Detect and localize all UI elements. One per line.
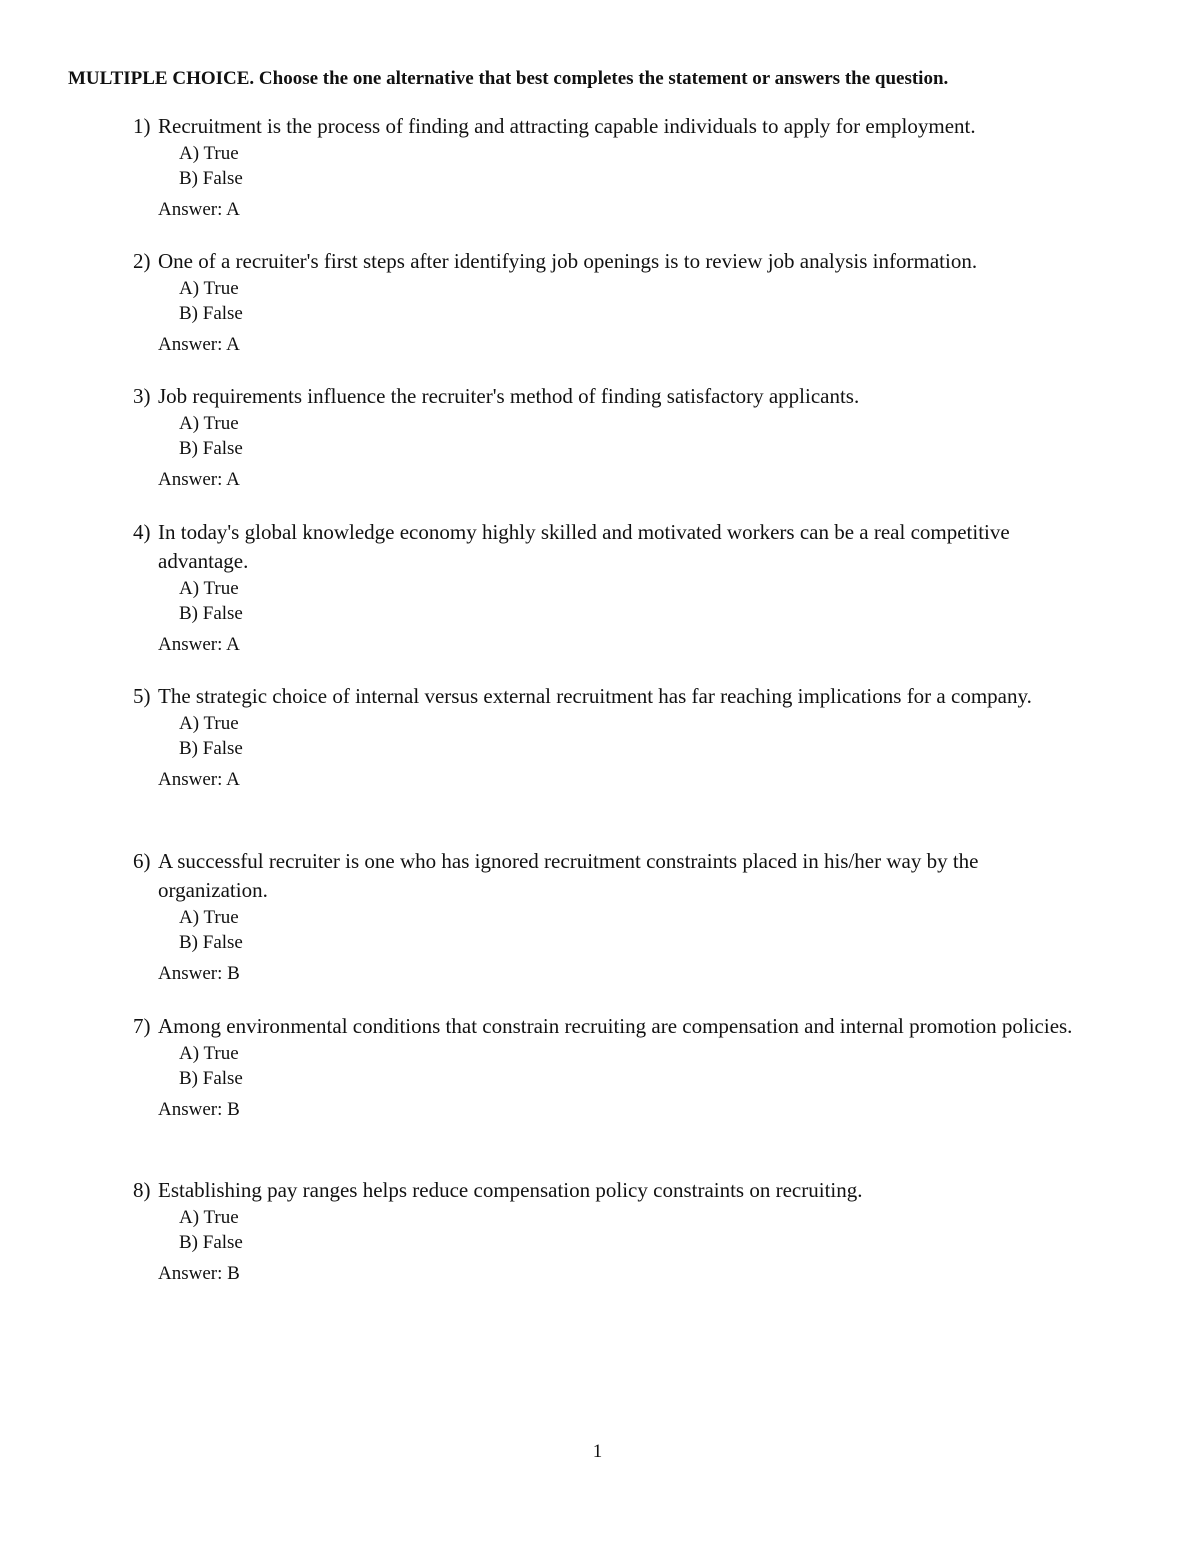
option-a: A) True (179, 143, 239, 164)
option-a: A) True (179, 907, 239, 928)
question-number: 6) (133, 849, 151, 873)
option-b: B) False (179, 1232, 243, 1253)
question-7 (133, 1012, 1133, 1122)
answer-line: Answer: A (158, 334, 240, 355)
answer-line: Answer: B (158, 1263, 240, 1284)
option-a: A) True (179, 578, 239, 599)
question-text: Establishing pay ranges helps reduce compensation policy constraints on recruiting. (158, 1178, 863, 1202)
question-text: Recruitment is the process of finding and attracting capable individuals to apply for employment. (158, 114, 976, 138)
answer-line: Answer: A (158, 199, 240, 220)
question-1 (133, 112, 1133, 222)
option-a: A) True (179, 413, 239, 434)
answer-line: Answer: B (158, 1099, 240, 1120)
question-3 (133, 382, 1133, 492)
question-stem (133, 382, 1133, 411)
answer-line: Answer: B (158, 963, 240, 984)
answer-line: Answer: A (158, 769, 240, 790)
question-text: Job requirements influence the recruiter's method of finding satisfactory applicants. (158, 384, 860, 408)
question-5 (133, 682, 1133, 792)
option-b: B) False (179, 1068, 243, 1089)
question-text: In today's global knowledge economy highly skilled and motivated workers can be a real competitive advantage. (158, 520, 1010, 573)
question-4 (133, 518, 1133, 657)
option-b: B) False (179, 603, 243, 624)
question-8 (133, 1176, 1133, 1286)
question-stem (133, 682, 1133, 711)
question-number: 7) (133, 1014, 151, 1038)
question-text: A successful recruiter is one who has ignored recruitment constraints placed in his/her way by the organization. (158, 849, 979, 902)
option-a: A) True (179, 1207, 239, 1228)
question-number: 4) (133, 520, 151, 544)
answer-line: Answer: A (158, 469, 240, 490)
question-stem (133, 1176, 1133, 1205)
question-number: 8) (133, 1178, 151, 1202)
option-a: A) True (179, 278, 239, 299)
option-b: B) False (179, 168, 243, 189)
option-b: B) False (179, 438, 243, 459)
option-a: A) True (179, 713, 239, 734)
question-number: 3) (133, 384, 151, 408)
question-number: 5) (133, 684, 151, 708)
question-number: 2) (133, 249, 151, 273)
question-stem (133, 518, 1133, 576)
question-text: Among environmental conditions that constrain recruiting are compensation and internal promotion policies. (158, 1014, 1073, 1038)
question-text: The strategic choice of internal versus external recruitment has far reaching implications for a company. (158, 684, 1032, 708)
question-stem (133, 112, 1133, 141)
answer-line: Answer: A (158, 634, 240, 655)
question-stem (133, 847, 1133, 905)
question-text: One of a recruiter's first steps after identifying job openings is to review job analysis information. (158, 249, 978, 273)
question-number: 1) (133, 114, 151, 138)
question-stem (133, 247, 1133, 276)
option-a: A) True (179, 1043, 239, 1064)
question-stem (133, 1012, 1133, 1041)
option-b: B) False (179, 738, 243, 759)
option-b: B) False (179, 932, 243, 953)
question-2 (133, 247, 1133, 357)
question-6 (133, 847, 1133, 986)
section-heading: MULTIPLE CHOICE. Choose the one alternative that best completes the statement or answers the question. (68, 68, 949, 89)
option-b: B) False (179, 303, 243, 324)
page-number: 1 (592, 1441, 603, 1462)
